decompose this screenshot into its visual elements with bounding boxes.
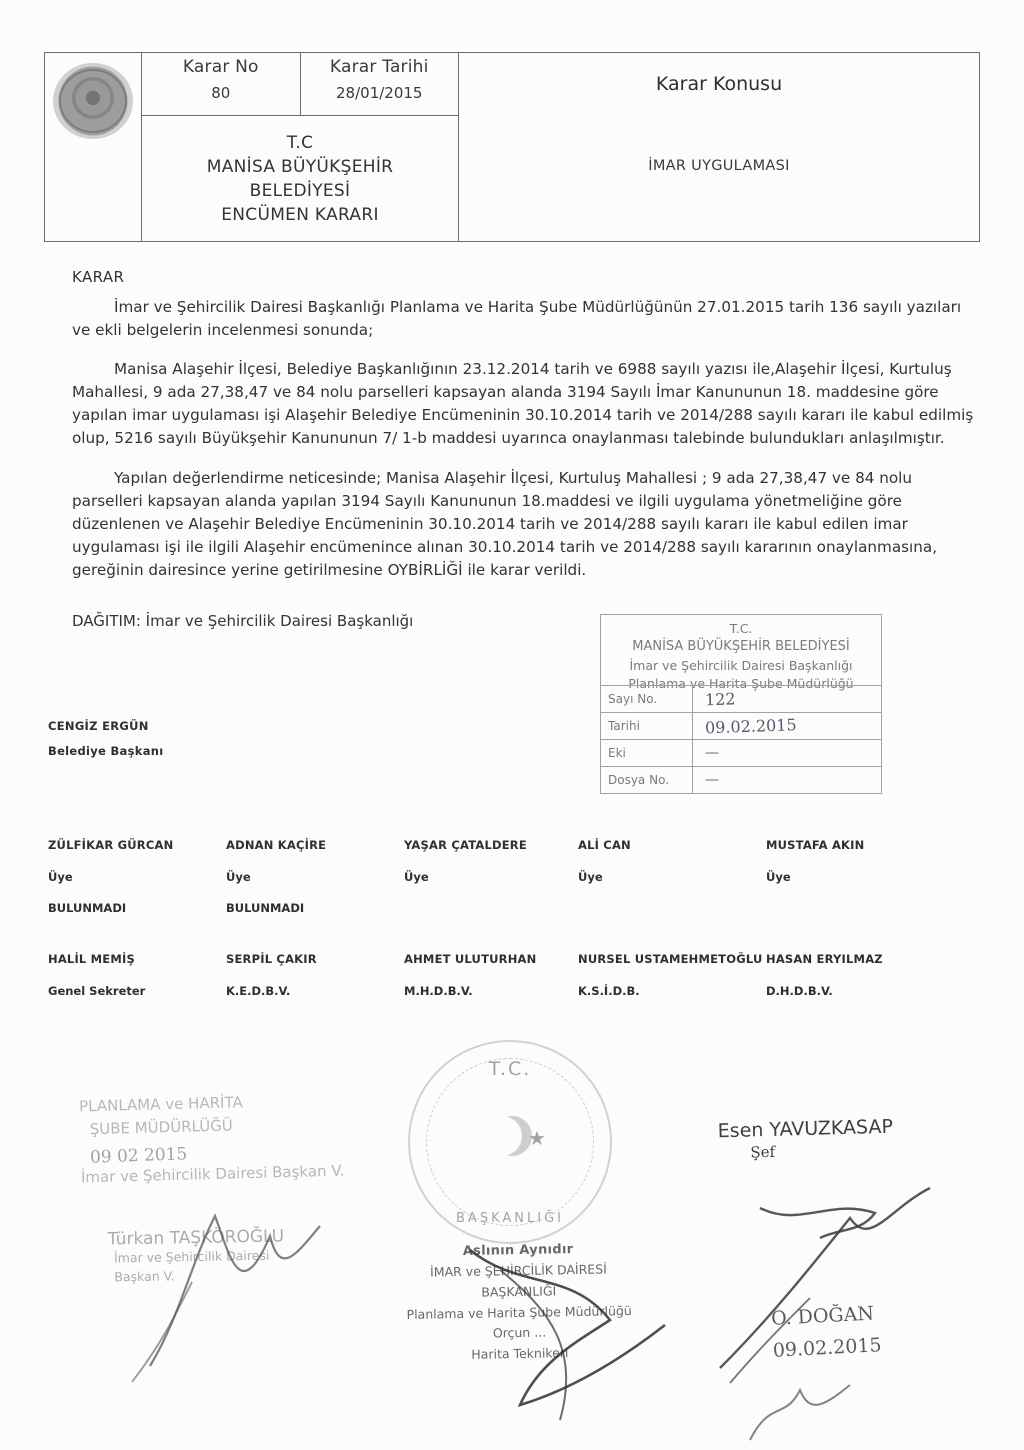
stamp-row xyxy=(601,767,881,793)
left-signature-scribble xyxy=(120,1196,360,1386)
member-cell xyxy=(226,952,404,998)
member-cell xyxy=(48,838,226,915)
stamp-line-3: İmar ve Şehircilik Dairesi Başkanlığı xyxy=(629,657,853,673)
member-title: Genel Sekreter xyxy=(48,984,146,998)
mayor-title: Belediye Başkanı xyxy=(48,744,164,759)
member-cell xyxy=(766,838,864,915)
organization-block xyxy=(142,116,458,241)
member-title: Üye xyxy=(766,870,791,884)
certify-line-1: İMAR ve ŞEHİRCİLİK DAİRESİ BAŞKANLIĞI xyxy=(429,1261,607,1300)
member-name: NURSEL USTAMEHMETOĞLU xyxy=(578,952,763,966)
member-cell xyxy=(226,838,404,915)
committee-members-row-2 xyxy=(48,952,948,998)
stamp-sayi-label: Sayı No. xyxy=(601,686,693,712)
member-cell xyxy=(578,838,766,915)
bottom-right-scribble xyxy=(740,1380,860,1450)
stamp-row xyxy=(601,713,881,740)
karar-no-cell xyxy=(142,53,301,115)
karar-no-value: 80 xyxy=(211,84,231,102)
left-signer-sub-2: Başkan V. xyxy=(114,1268,175,1285)
stamp-line-2: MANİSA BÜYÜKŞEHİR BELEDİYESİ xyxy=(632,639,850,655)
member-status: BULUNMADI xyxy=(48,901,127,915)
stamp-row xyxy=(601,686,881,713)
stamp-row xyxy=(601,740,881,767)
left-stamp-handwritten-date: 09 02 2015 xyxy=(89,1144,188,1168)
certify-line-3: Orçun ... xyxy=(492,1324,547,1341)
member-cell xyxy=(766,952,883,998)
member-title: Üye xyxy=(404,870,429,884)
header-subject-cell xyxy=(459,53,979,241)
header-decision-meta xyxy=(142,53,458,116)
member-title: K.E.D.B.V. xyxy=(226,984,291,998)
member-name: ADNAN KAÇİRE xyxy=(226,838,327,852)
stamp-line-4: Planlama ve Harita Şube Müdürlüğü xyxy=(628,676,854,692)
karar-tarihi-label: Karar Tarihi xyxy=(329,57,429,77)
member-cell xyxy=(404,838,578,915)
member-status: BULUNMADI xyxy=(226,901,305,915)
paragraph-1: İmar ve Şehircilik Dairesi Başkanlığı Planlama ve Harita Şube Müdürlüğünün 27.01.2015 tarih 136 sayılı yazıları ve ekli belgelerin incelenmesi sonunda; xyxy=(72,298,962,340)
karar-konusu-value: İMAR UYGULAMASI xyxy=(648,158,790,174)
org-line-3: BELEDİYESİ xyxy=(249,180,351,201)
municipal-seal-icon xyxy=(53,63,133,139)
decision-body xyxy=(72,268,977,598)
certified-copy-label: Aslının Aynıdır xyxy=(462,1242,574,1259)
left-signer-name: Türkan TAŞKÖROĞLU xyxy=(107,1226,285,1250)
org-line-2: MANİSA BÜYÜKŞEHİR xyxy=(206,156,394,177)
stamp-fields xyxy=(601,685,881,793)
member-name: AHMET ULUTURHAN xyxy=(404,952,537,966)
certify-line-4: Harita Teknikeri xyxy=(471,1345,569,1362)
paragraph-3: Yapılan değerlendirme neticesinde; Manisa Alaşehir İlçesi, Kurtuluş Mahallesi ; 9 ada 27,38,47 ve 84 nolu parselleri kapsayan alanda yapılan 3194 Sayılı Kanununun 18.maddesi ve ilgili uygulama yönetmeliğine göre düzenlenen ve Alaşehir Belediye Encümeninin 30.10.2014 tarih ve 2014/288 sayılı kararı ile kabul edilen imar uygulaması işi ile ilgili Alaşehir encümenince alınan 30.10.2014 tarih ve 2014/288 sayılı kararının onaylanmasına, gereğinin dairesince yerine getirilmesine OYBİRLİĞİ ile karar verildi. xyxy=(72,468,938,579)
member-title: D.H.D.B.V. xyxy=(766,984,833,998)
header-decision-cell xyxy=(142,53,459,241)
incoming-registration-stamp xyxy=(600,614,882,794)
certify-line-2: Planlama ve Harita Şube Müdürlüğü xyxy=(406,1302,632,1322)
mayor-name: CENGİZ ERGÜN xyxy=(48,719,149,733)
member-title: Üye xyxy=(226,870,251,884)
right-handwritten-block xyxy=(770,1297,882,1367)
right-hand-date: 09.02.2015 xyxy=(772,1334,883,1363)
left-stamp-line-3: İmar ve Şehircilik Dairesi Başkan V. xyxy=(80,1161,345,1186)
right-signer-name: Esen YAVUZKASAP xyxy=(717,1115,894,1143)
crescent-icon xyxy=(482,1116,522,1156)
left-signer-block xyxy=(108,1226,285,1287)
karar-heading: KARAR xyxy=(72,268,125,286)
right-signer-block xyxy=(717,1116,893,1163)
paragraph-2: Manisa Alaşehir İlçesi, Belediye Başkanlığının 23.12.2014 tarih ve 6988 sayılı yazısı ile,Alaşehir İlçesi, Kurtuluş Mahallesi, 9 ada 27,38,47 ve 84 nolu parselleri kapsayan alanda 3194 Sayılı İmar Kanununun 18. maddesine göre yapılan imar uygulaması işi Alaşehir Belediye Encümeninin 30.10.2014 tarih ve 2014/288 sayılı kararı ile kabul edilmiş olup, 5216 sayılı Büyükşehir Kanununun 7/ 1-b maddesi uyarınca onaylanması talebinde bulundukları anlaşılmıştır. xyxy=(72,360,974,448)
member-name: SERPİL ÇAKIR xyxy=(226,952,317,966)
stamp-dosya-value: — xyxy=(705,772,719,788)
round-stamp-top-text: T.C. xyxy=(488,1058,532,1080)
karar-tarihi-cell xyxy=(301,53,459,115)
stamp-dosya-label: Dosya No. xyxy=(601,767,693,793)
stamp-line-1: T.C. xyxy=(729,621,753,636)
karar-no-label: Karar No xyxy=(182,57,259,77)
right-hand-name: O. DOĞAN xyxy=(770,1302,875,1330)
stamp-tarih-label: Tarihi xyxy=(601,713,693,739)
stamp-eki-label: Eki xyxy=(601,740,693,766)
stamp-tarih-value: 09.02.2015 xyxy=(704,714,797,737)
distribution-line: DAĞITIM: İmar ve Şehircilik Dairesi Başkanlığı xyxy=(72,612,414,630)
stamp-sayi-value: 122 xyxy=(704,688,736,709)
header-logo-cell xyxy=(45,53,142,241)
member-name: HASAN ERYILMAZ xyxy=(766,952,883,966)
org-line-1: T.C xyxy=(286,132,314,153)
left-stamp-line-1: PLANLAMA ve HARİTA xyxy=(78,1093,243,1116)
member-cell xyxy=(578,952,766,998)
member-name: ALİ CAN xyxy=(578,838,631,852)
round-stamp-bottom-text: BAŞKANLIĞI xyxy=(456,1211,564,1226)
star-icon: ★ xyxy=(528,1126,546,1150)
karar-tarihi-value: 28/01/2015 xyxy=(336,84,423,102)
member-cell xyxy=(48,952,226,998)
left-department-stamp xyxy=(79,1089,345,1190)
member-title: Üye xyxy=(48,870,73,884)
member-name: MUSTAFA AKIN xyxy=(766,838,865,852)
member-name: HALİL MEMİŞ xyxy=(48,952,135,966)
org-line-4: ENCÜMEN KARARI xyxy=(221,204,379,225)
member-title: M.H.D.B.V. xyxy=(404,984,473,998)
stamp-heading xyxy=(601,615,881,693)
member-name: ZÜLFİKAR GÜRCAN xyxy=(48,838,174,852)
right-signer-title: Şef xyxy=(750,1142,776,1162)
karar-konusu-label: Karar Konusu xyxy=(655,73,783,95)
member-cell xyxy=(404,952,578,998)
member-title: K.S.İ.D.B. xyxy=(578,984,640,998)
left-stamp-line-2: ŞUBE MÜDÜRLÜĞÜ xyxy=(89,1116,234,1139)
official-round-stamp xyxy=(408,1040,612,1244)
document-header-table xyxy=(44,52,980,242)
member-title: Üye xyxy=(578,870,603,884)
committee-members-row-1 xyxy=(48,838,948,915)
certified-copy-stamp xyxy=(403,1238,635,1367)
member-name: YAŞAR ÇATALDERE xyxy=(404,838,527,852)
stamp-eki-value: — xyxy=(705,745,719,761)
left-signer-sub-1: İmar ve Şehircilik Dairesi xyxy=(113,1247,270,1266)
mayor-signature-block xyxy=(48,714,164,765)
